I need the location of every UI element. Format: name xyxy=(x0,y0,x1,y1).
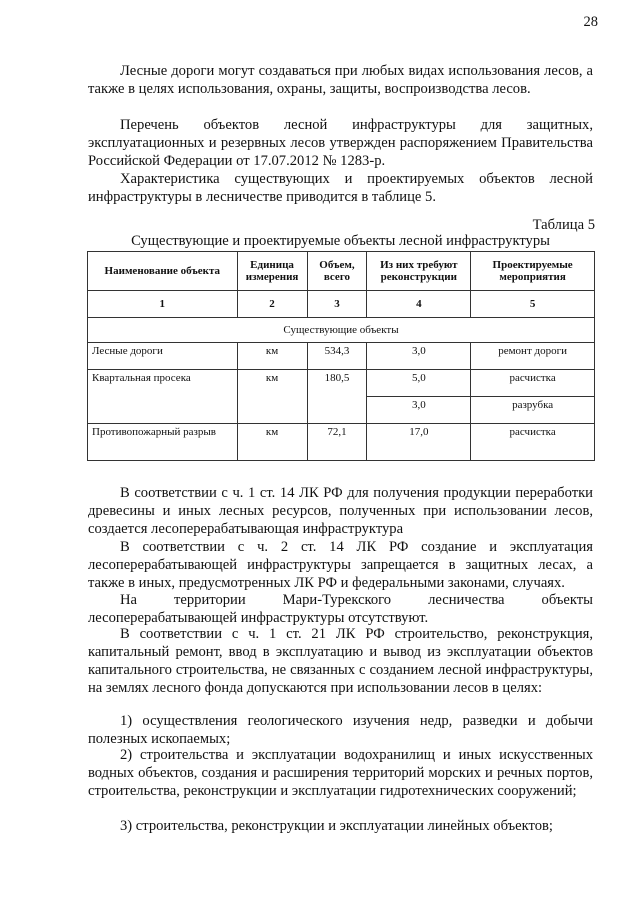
header-name: Наименование объекта xyxy=(88,252,238,291)
infrastructure-table xyxy=(87,251,595,461)
row-name: Квартальная просека xyxy=(88,370,238,424)
table-title: Существующие и проектируемые объекты лесной инфраструктуры xyxy=(131,233,550,249)
column-number-row xyxy=(88,291,595,318)
column-number: 4 xyxy=(367,291,471,318)
header-unit: Единица измерения xyxy=(237,252,307,291)
list-item-reservoirs: 2) строительства и эксплуатации водохранилищ и иных искусственных водных объектов, создания и расширения территорий морских и речных портов, строительства, реконструкции и эксплуатации гидротехнических сооружений; xyxy=(88,747,593,799)
column-number: 3 xyxy=(307,291,367,318)
column-number: 5 xyxy=(471,291,595,318)
paragraph-article-21-1: В соответствии с ч. 1 ст. 21 ЛК РФ строительство, реконструкция, капитальный ремонт, ввод в эксплуатацию и вывод из эксплуатации объектов капитального строительства, не связанных с созданием лесной инфраструктуры, на землях лесного фонда допускаются при использовании лесов в целях: xyxy=(88,626,593,696)
table-row xyxy=(88,370,595,397)
row-reconstruction: 5,0 xyxy=(367,370,471,397)
paragraph-table-reference: Характеристика существующих и проектируемых объектов лесной инфраструктуры в лесничестве приводится в таблице 5. xyxy=(88,171,593,205)
row-measure: разрубка xyxy=(471,397,595,424)
table-label: Таблица 5 xyxy=(532,217,595,233)
header-measures: Проектируемые мероприятия xyxy=(471,252,595,291)
section-label: Существующие объекты xyxy=(88,318,595,343)
table-row xyxy=(88,343,595,370)
paragraph-article-14-1: В соответствии с ч. 1 ст. 14 ЛК РФ для получения продукции переработки древесины и иных лесных ресурсов, полученных при использовании лесов, создается лесоперерабатывающая инфраструктура xyxy=(88,485,593,537)
row-measure: расчистка xyxy=(471,370,595,397)
row-volume: 72,1 xyxy=(307,424,367,461)
row-volume: 534,3 xyxy=(307,343,367,370)
paragraph-infrastructure-list: Перечень объектов лесной инфраструктуры для защитных, эксплуатационных и резервных лесов утвержден распоряжением Правительства Российской Федерации от 17.07.2012 № 1283-р. xyxy=(88,117,593,169)
row-reconstruction: 3,0 xyxy=(367,343,471,370)
paragraph-forest-roads: Лесные дороги могут создаваться при любых видах использования лесов, а также в целях использования, охраны, защиты, воспроизводства лесов. xyxy=(88,63,593,97)
header-reconstruction: Из них требуют реконструкции xyxy=(367,252,471,291)
row-name: Лесные дороги xyxy=(88,343,238,370)
row-reconstruction: 17,0 xyxy=(367,424,471,461)
row-unit: км xyxy=(237,424,307,461)
row-measure: ремонт дороги xyxy=(471,343,595,370)
row-unit: км xyxy=(237,370,307,424)
paragraph-mari-turek: На территории Мари-Турекского лесничества объекты лесоперерабатывающей инфраструктуры отсутствуют. xyxy=(88,592,593,626)
row-unit: км xyxy=(237,343,307,370)
list-item-geology: 1) осуществления геологического изучения недр, разведки и добычи полезных ископаемых; xyxy=(88,713,593,747)
row-name: Противопожарный разрыв xyxy=(88,424,238,461)
section-row xyxy=(88,318,595,343)
header-volume: Объем, всего xyxy=(307,252,367,291)
paragraph-article-14-2: В соответствии с ч. 2 ст. 14 ЛК РФ создание и эксплуатация лесоперерабатывающей инфраструктуры запрещается в защитных лесах, а также в иных, предусмотренных ЛК РФ и федеральными законами, случаях. xyxy=(88,539,593,591)
row-reconstruction: 3,0 xyxy=(367,397,471,424)
table-header-row xyxy=(88,252,595,291)
row-measure: расчистка xyxy=(471,424,595,461)
page-number: 28 xyxy=(583,14,598,30)
list-item-linear-objects: 3) строительства, реконструкции и эксплуатации линейных объектов; xyxy=(120,818,553,834)
column-number: 1 xyxy=(88,291,238,318)
column-number: 2 xyxy=(237,291,307,318)
row-volume: 180,5 xyxy=(307,370,367,424)
table-row xyxy=(88,424,595,461)
